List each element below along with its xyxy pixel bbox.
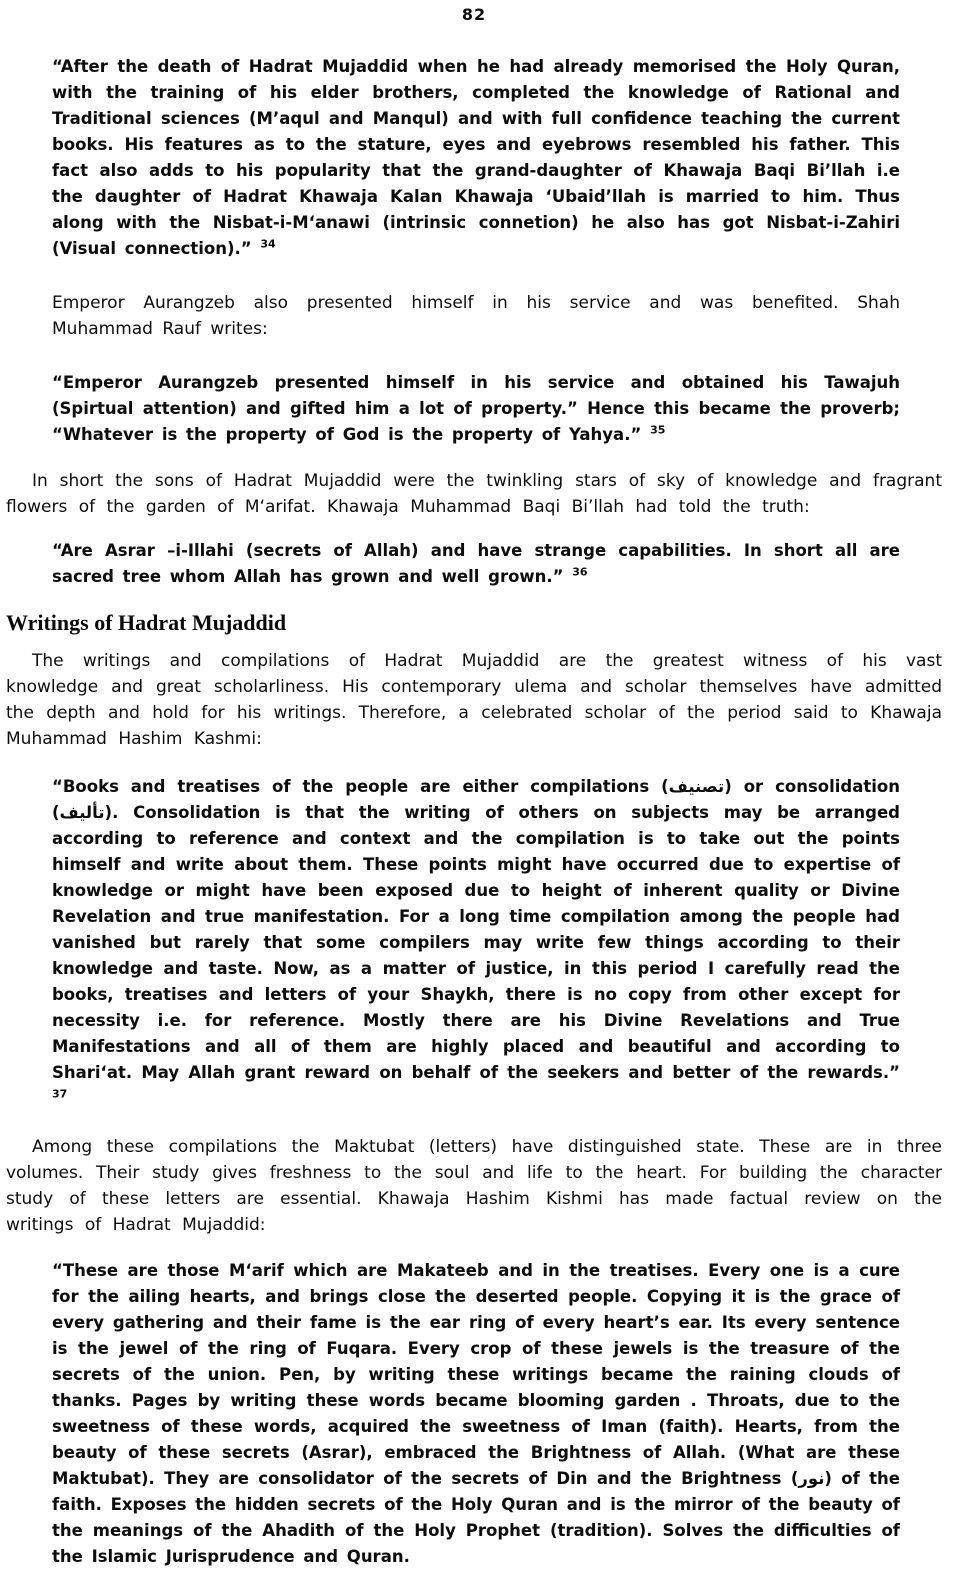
quote-makateeb-marif [52, 1258, 900, 1570]
quote-books-treatises [52, 774, 900, 1112]
footnote-ref-37: 37 [52, 1087, 68, 1101]
quote-family-description [52, 54, 900, 262]
quote-aurangzeb-tawajuh [52, 370, 900, 448]
page-number: 82 [461, 5, 487, 24]
quote-asrar-illahi [52, 538, 900, 590]
heading-writings-of-hadrat-mujaddid: Writings of Hadrat Mujaddid [6, 610, 287, 635]
para-aurangzeb-service: Emperor Aurangzeb also presented himself in his service and was benefited. Shah Muhammad Rauf writes: [52, 293, 900, 339]
quote-text: “After the death of Hadrat Mujaddid when he had already memorised the Holy Quran, with the training of his elder brothers, completed the knowledge of Rational and Traditional sciences (M’aqul and Manqul) and with full confidence teaching the current books. His features as to the stature, eyes and eyebrows resembled his father. This fact also adds to his popularity that the grand-daughter of Khawaja Baqi Bi’llah i.e the daughter of Hadrat Khawaja Kalan Khawaja ‘Ubaid’llah is married to him. Thus along with the Nisbat-i-M‘anawi (intrinsic connetion) he also has got Nisbat-i-Zahiri (Visual connection).” [52, 57, 900, 258]
quote-text: “These are those M‘arif which are Makateeb and in the treatises. Every one is a cure for the ailing hearts, and brings close the deserted people. Copying it is the grace of every gathering and their fame is the ear ring of every heart’s ear. Its every sentence is the jewel of the ring of Fuqara. Every crop of these jewels is the treasure of the secrets of the union. Pen, by writing these writings became the raining clouds of thanks. Pages by writing these words became blooming garden . Throats, due to the sweetness of these words, acquired the sweetness of Iman (faith). Hearts, from the beauty of these secrets (Asrar), embraced the Brightness of Allah. (What are these Maktubat). They are consolidator of the secrets of Din and the Brightness (نور) of the faith. Exposes the hidden secrets of the Holy Quran and is the mirror of the beauty of the meanings of the Ahadith of the Holy Prophet (tradition). Solves the difficulties of the Islamic Jurisprudence and Quran. [52, 1261, 900, 1566]
para-sons-of-mujaddid: In short the sons of Hadrat Mujaddid were the twinkling stars of sky of knowledge and fragrant flowers of the garden of M‘arifat. Khawaja Muhammad Baqi Bi’llah had told the truth: [6, 471, 942, 517]
quote-text: “Books and treatises of the people are either compilations (تصنيف) or consolidation (تأليف). Consolidation is that the writing of others on subjects may be arranged according to reference and context and the compilation is to take out the points himself and write about them. These points might have occurred due to expertise of knowledge or might have been exposed due to height of inherent quality or Divine Revelation and true manifestation. For a long time compilation among the people had vanished but rarely that some compilers may write few things according to their knowledge and taste. Now, as a matter of justice, in this period I carefully read the books, treatises and letters of your Shaykh, there is no copy from other except for necessity i.e. for reference. Mostly there are his Divine Revelations and True Manifestations and all of them are highly placed and beautiful and according to Shari‘at. May Allah grant reward on behalf of the seekers and better of the rewards.” [52, 777, 900, 1082]
footnote-ref-35: 35 [650, 423, 666, 437]
quote-text: “Are Asrar –i-Illahi (secrets of Allah) and have strange capabilities. In short all are sacred tree whom Allah has grown and well grown.” [52, 541, 900, 586]
footnote-ref-34: 34 [260, 237, 276, 251]
footnote-ref-36: 36 [572, 565, 588, 579]
quote-text: “Emperor Aurangzeb presented himself in his service and obtained his Tawajuh (Spirtual attention) and gifted him a lot of property.” Hence this became the proverb; “Whatever is the property of God is the property of Yahya.” [52, 373, 900, 444]
para-maktubat-letters: Among these compilations the Maktubat (letters) have distinguished state. These are in three volumes. Their study gives freshness to the soul and life to the heart. For building the character study of these letters are essential. Khawaja Hashim Kishmi has made factual review on the writings of Hadrat Mujaddid: [6, 1137, 942, 1235]
para-writings-intro: The writings and compilations of Hadrat Mujaddid are the greatest witness of his vast knowledge and great scholarliness. His contemporary ulema and scholar themselves have admitted the depth and hold for his writings. Therefore, a celebrated scholar of the period said to Khawaja Muhammad Hashim Kashmi: [6, 651, 942, 749]
